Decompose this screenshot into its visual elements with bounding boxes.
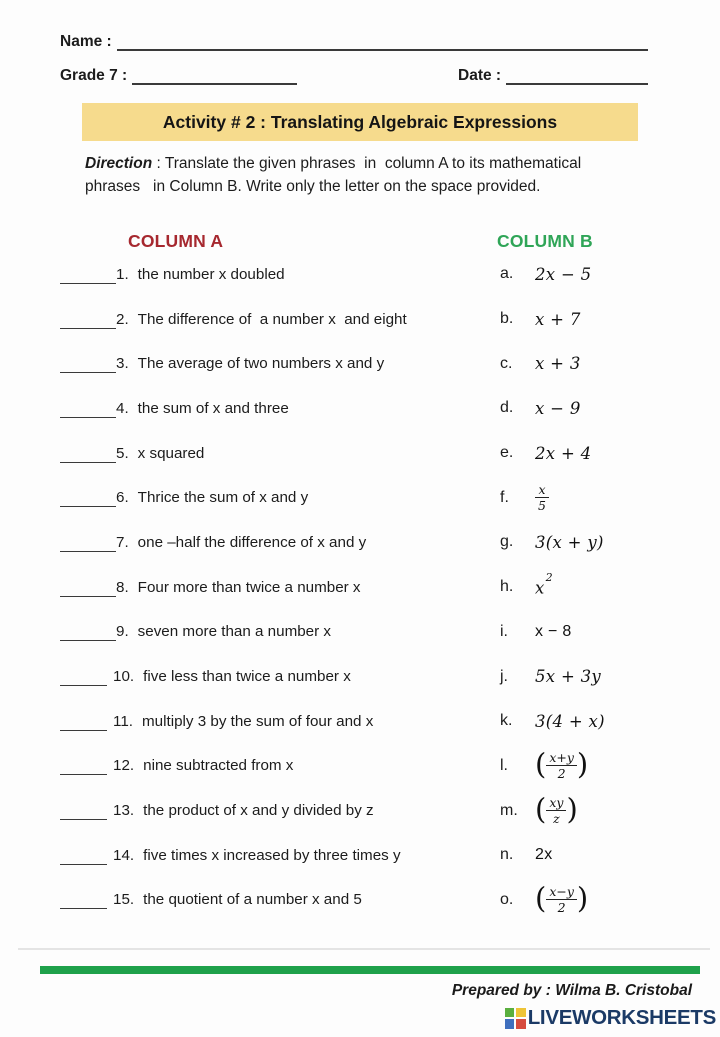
- answer-blank[interactable]: [60, 667, 107, 686]
- choice-letter: o.: [500, 890, 514, 908]
- column-a-row: [60, 699, 495, 744]
- answer-blank[interactable]: [60, 354, 116, 373]
- math-expression: [535, 747, 589, 782]
- fraction-denominator: 5: [538, 498, 546, 514]
- column-b-item: [500, 878, 720, 923]
- choice-letter: j.: [500, 667, 508, 685]
- column-a-row: [60, 610, 495, 655]
- item-text: five times x increased by three times y: [143, 846, 401, 864]
- liveworksheets-logo-text: LIVEWORKSHEETS: [527, 1006, 716, 1029]
- expression-text: $x^2$: [535, 570, 553, 598]
- expression-text: 3(4 + x): [535, 711, 605, 731]
- answer-blank[interactable]: [60, 310, 116, 329]
- column-a-row: [60, 341, 495, 386]
- column-a-row: [60, 386, 495, 431]
- item-number: 3.: [116, 355, 129, 373]
- choice-letter: h.: [500, 578, 514, 596]
- choice-letter: e.: [500, 444, 514, 462]
- answer-blank[interactable]: [60, 578, 116, 597]
- column-b-item: [500, 475, 720, 520]
- fraction-numerator: xy: [546, 795, 566, 811]
- column-a-row: [60, 744, 495, 789]
- date-field-label: Date :: [458, 67, 502, 84]
- expression-text: 2x + 4: [535, 443, 592, 463]
- grade-blank-line[interactable]: [132, 68, 297, 85]
- item-number: 8.: [116, 578, 129, 596]
- item-text: The difference of a number x and eight: [137, 310, 407, 328]
- fraction-denominator: z: [553, 811, 560, 827]
- answer-blank[interactable]: [60, 488, 116, 507]
- expression-text: 2x − 5: [535, 264, 592, 284]
- name-field-label: Name :: [60, 33, 112, 50]
- item-text: the sum of x and three: [137, 399, 289, 417]
- fraction-denominator: 2: [557, 900, 566, 916]
- open-paren: (: [535, 747, 547, 782]
- fraction: [546, 884, 577, 915]
- item-text: Thrice the sum of x and y: [137, 489, 309, 507]
- item-text: seven more than a number x: [137, 623, 331, 641]
- exponent: 2: [545, 570, 553, 584]
- item-text: one –half the difference of x and y: [137, 533, 367, 551]
- answer-blank[interactable]: [60, 801, 107, 820]
- item-number: 11.: [113, 712, 133, 730]
- item-text: the number x doubled: [137, 265, 285, 283]
- expression-text: x − 8: [535, 622, 572, 640]
- column-b-item: [500, 610, 720, 655]
- answer-blank[interactable]: [60, 533, 116, 552]
- choice-letter: a.: [500, 265, 514, 283]
- item-text: multiply 3 by the sum of four and x: [142, 712, 374, 730]
- column-b-item: [500, 788, 720, 833]
- item-text: the quotient of a number x and 5: [143, 891, 362, 909]
- column-a-header: COLUMN A: [128, 231, 224, 251]
- math-expression: [535, 482, 549, 513]
- direction-line2: phrases in Column B. Write only the letter on the space provided.: [85, 178, 541, 196]
- column-b-header: COLUMN B: [497, 231, 593, 251]
- grade-field: [60, 67, 297, 85]
- item-text: Four more than twice a number x: [137, 578, 361, 596]
- liveworksheets-icon: [505, 1008, 526, 1029]
- column-b-item: [500, 565, 720, 610]
- math-expression: [535, 792, 578, 827]
- math-expression: [535, 570, 553, 598]
- open-paren: (: [535, 792, 547, 827]
- item-number: 12.: [113, 757, 135, 775]
- column-a-row: [60, 297, 495, 342]
- math-expression: [535, 846, 553, 864]
- choice-letter: i.: [500, 622, 508, 640]
- item-number: 6.: [116, 489, 129, 507]
- item-number: 9.: [116, 623, 129, 641]
- answer-blank[interactable]: [60, 890, 107, 909]
- column-b-item: [500, 252, 720, 297]
- expression-text: x + 7: [535, 309, 581, 329]
- math-expression: [535, 623, 572, 641]
- item-number: 5.: [116, 444, 129, 462]
- item-number: 15.: [113, 891, 135, 909]
- expression-text: x + 3: [535, 354, 581, 374]
- choice-letter: k.: [500, 712, 513, 730]
- column-b-item: [500, 431, 720, 476]
- fraction: [546, 750, 577, 781]
- answer-blank[interactable]: [60, 712, 107, 731]
- column-a-row: [60, 431, 495, 476]
- item-text: The average of two numbers x and y: [137, 355, 385, 373]
- choice-letter: d.: [500, 399, 514, 417]
- choice-letter: m.: [500, 801, 518, 819]
- activity-title-banner: [82, 103, 638, 141]
- direction-label: Direction: [85, 155, 153, 172]
- math-expression: [535, 265, 591, 284]
- item-number: 2.: [116, 310, 129, 328]
- divider-line: [18, 948, 710, 950]
- column-b-item: [500, 341, 720, 386]
- open-paren: (: [535, 881, 547, 916]
- close-paren: ): [566, 792, 578, 827]
- column-b-item: [500, 297, 720, 342]
- column-a-row: [60, 654, 495, 699]
- choice-letter: f.: [500, 488, 509, 506]
- math-expression: [535, 667, 601, 686]
- item-text: x squared: [137, 444, 205, 462]
- direction-text: [85, 152, 665, 199]
- column-a-row: [60, 788, 495, 833]
- prepared-by-text: Prepared by : Wilma B. Cristobal: [451, 982, 692, 999]
- column-a-row: [60, 252, 495, 297]
- math-expression: [535, 310, 581, 329]
- close-paren: ): [576, 881, 589, 916]
- column-b-item: [500, 699, 720, 744]
- close-paren: ): [576, 747, 589, 782]
- fraction-denominator: 2: [557, 766, 566, 782]
- column-a-row: [60, 565, 495, 610]
- choice-letter: b.: [500, 310, 514, 328]
- item-text: nine subtracted from x: [143, 757, 294, 775]
- math-expression: [535, 444, 591, 463]
- fraction: [535, 482, 549, 513]
- item-number: 1.: [116, 265, 129, 283]
- liveworksheets-logo[interactable]: [505, 1006, 716, 1030]
- math-expression: [535, 533, 604, 552]
- math-expression: [535, 881, 589, 916]
- item-text: five less than twice a number x: [143, 668, 351, 686]
- math-expression: [535, 712, 605, 731]
- fraction-numerator: x+y: [546, 750, 577, 766]
- name-field: [60, 33, 648, 51]
- answer-blank[interactable]: [60, 399, 116, 418]
- answer-blank[interactable]: [60, 622, 116, 641]
- column-a-row: [60, 833, 495, 878]
- column-b-item: [500, 833, 720, 878]
- answer-blank[interactable]: [60, 265, 116, 284]
- expression-text: x − 9: [535, 398, 581, 418]
- choice-letter: n.: [500, 846, 514, 864]
- math-expression: [535, 399, 581, 418]
- answer-blank[interactable]: [60, 846, 107, 865]
- column-a-row: [60, 878, 495, 923]
- column-b-item: [500, 386, 720, 431]
- fraction: [546, 795, 566, 826]
- column-a-row: [60, 475, 495, 520]
- expression-text: 2x: [535, 846, 553, 864]
- column-a-list: [60, 252, 495, 922]
- grade-field-label: Grade 7 :: [60, 67, 128, 84]
- choice-letter: c.: [500, 354, 513, 372]
- date-field: [458, 67, 648, 85]
- date-blank-line[interactable]: [506, 68, 648, 85]
- item-text: the product of x and y divided by z: [143, 802, 374, 820]
- fraction-numerator: x−y: [546, 884, 577, 900]
- fraction-numerator: x: [535, 482, 548, 498]
- name-blank-line[interactable]: [117, 34, 648, 51]
- item-number: 7.: [116, 533, 129, 551]
- item-number: 14.: [113, 846, 135, 864]
- item-number: 4.: [116, 399, 129, 417]
- answer-blank[interactable]: [60, 756, 107, 775]
- choice-letter: g.: [500, 533, 514, 551]
- math-expression: [535, 354, 581, 373]
- column-a-row: [60, 520, 495, 565]
- expression-text: 5x + 3y: [535, 667, 602, 687]
- footer-green-bar: [40, 966, 700, 974]
- page-title: Activity # 2 : Translating Algebraic Expressions: [162, 111, 558, 132]
- column-b-list: [500, 252, 720, 922]
- item-number: 10.: [113, 668, 135, 686]
- column-b-item: [500, 744, 720, 789]
- column-b-item: [500, 520, 720, 565]
- direction-line1: : Translate the given phrases in column A to its mathematical: [152, 155, 582, 172]
- column-b-item: [500, 654, 720, 699]
- answer-blank[interactable]: [60, 444, 116, 463]
- choice-letter: l.: [500, 756, 508, 774]
- expression-text: 3(x + y): [535, 532, 604, 552]
- item-number: 13.: [113, 802, 135, 820]
